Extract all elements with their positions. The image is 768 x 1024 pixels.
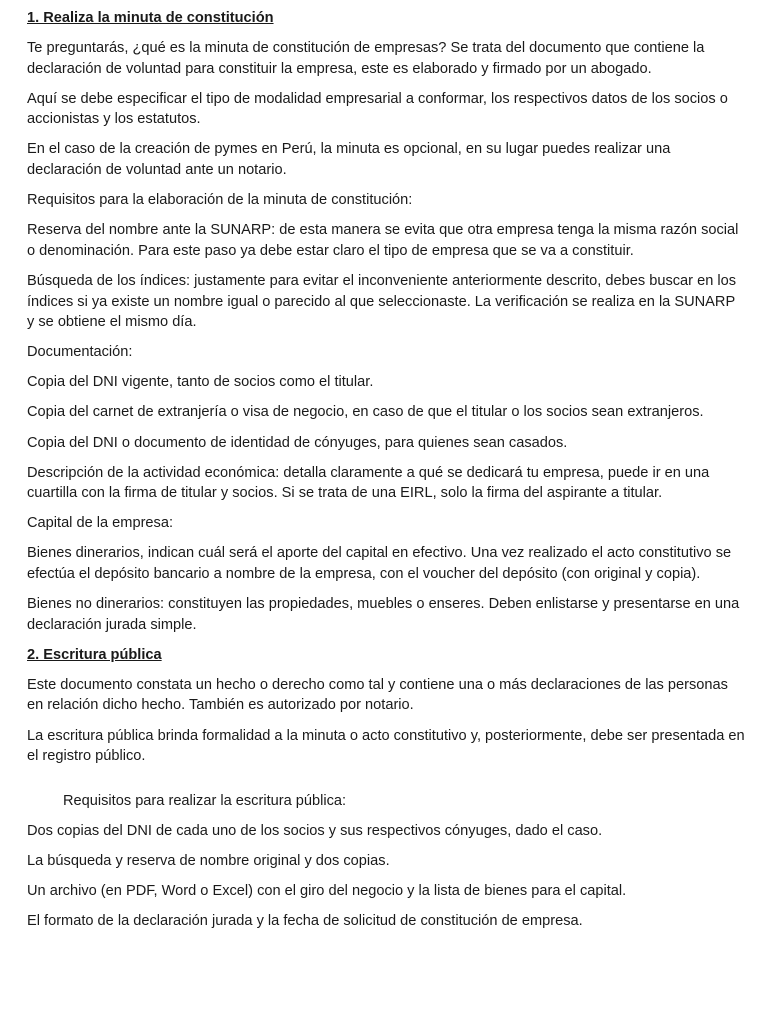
paragraph: Copia del DNI vigente, tanto de socios como el titular. (27, 374, 374, 391)
paragraph: Descripción de la actividad económica: detalla claramente a qué se dedicará tu empresa, puede ir en una cuartilla con la firma de titular y socios. Si se trata de una EIRL, solo la firma del aspirante a titular. (27, 464, 710, 502)
paragraph: Este documento constata un hecho o derecho como tal y contiene una o más declaraciones de las personas en relación dicho hecho. También es autorizado por notario. (27, 676, 728, 714)
paragraph: Te preguntarás, ¿qué es la minuta de constitución de empresas? Se trata del documento que contiene la declaración de voluntad para constituir la empresa, este es elaborado y firmado por un abogado. (27, 40, 705, 77)
paragraph: Reserva del nombre ante la SUNARP: de esta manera se evita que otra empresa tenga la misma razón social o denominación. Para este paso ya debe estar claro el tipo de empresa que se va a constituir. (27, 222, 739, 259)
paragraph: Copia del carnet de extranjería o visa de negocio, en caso de que el titular o los socios sean extranjeros. (27, 404, 704, 421)
paragraph: Requisitos para la elaboración de la minuta de constitución: (27, 192, 413, 209)
paragraph: Bienes dinerarios, indican cuál será el aporte del capital en efectivo. Una vez realizado el acto constitutivo se efectúa el depósito bancario a nombre de la empresa, con el voucher del depósito (con original y copia). (27, 545, 732, 582)
paragraph: La búsqueda y reserva de nombre original y dos copias. (27, 852, 390, 869)
paragraph: Capital de la empresa: (27, 515, 174, 532)
paragraph: Bienes no dinerarios: constituyen las propiedades, muebles o enseres. Deben enlistarse y presentarse en una declaración jurada simple. (27, 596, 740, 633)
paragraph: Copia del DNI o documento de identidad de cónyuges, para quienes sean casados. (27, 434, 568, 451)
paragraph: Búsqueda de los índices: justamente para evitar el inconveniente anteriormente descrito, debes buscar en los índices si ya existe un nombre igual o parecido al que seleccionaste. La verificación se realiza en la SUNARP y se obtiene el mismo día. (27, 272, 737, 331)
paragraph: En el caso de la creación de pymes en Perú, la minuta es opcional, en su lugar puedes realizar una declaración de voluntad ante un notario. (27, 141, 671, 179)
paragraph: La escritura pública brinda formalidad a la minuta o acto constitutivo y, posteriormente, debe ser presentada en el registro público. (27, 727, 745, 765)
section-heading: 2. Escritura pública (27, 646, 162, 663)
paragraph: Requisitos para realizar la escritura pública: (63, 792, 347, 809)
paragraph: El formato de la declaración jurada y la fecha de solicitud de constitución de empresa. (27, 913, 583, 930)
paragraph: Aquí se debe especificar el tipo de modalidad empresarial a conformar, los respectivos datos de los socios o accionistas y los estatutos. (27, 90, 728, 128)
document-page (27, 8, 745, 941)
section-heading: 1. Realiza la minuta de constitución (27, 10, 274, 26)
paragraph: Dos copias del DNI de cada uno de los socios y sus respectivos cónyuges, dado el caso. (27, 822, 603, 839)
paragraph: Documentación: (27, 344, 133, 361)
paragraph: Un archivo (en PDF, Word o Excel) con el giro del negocio y la lista de bienes para el capital. (27, 883, 627, 899)
